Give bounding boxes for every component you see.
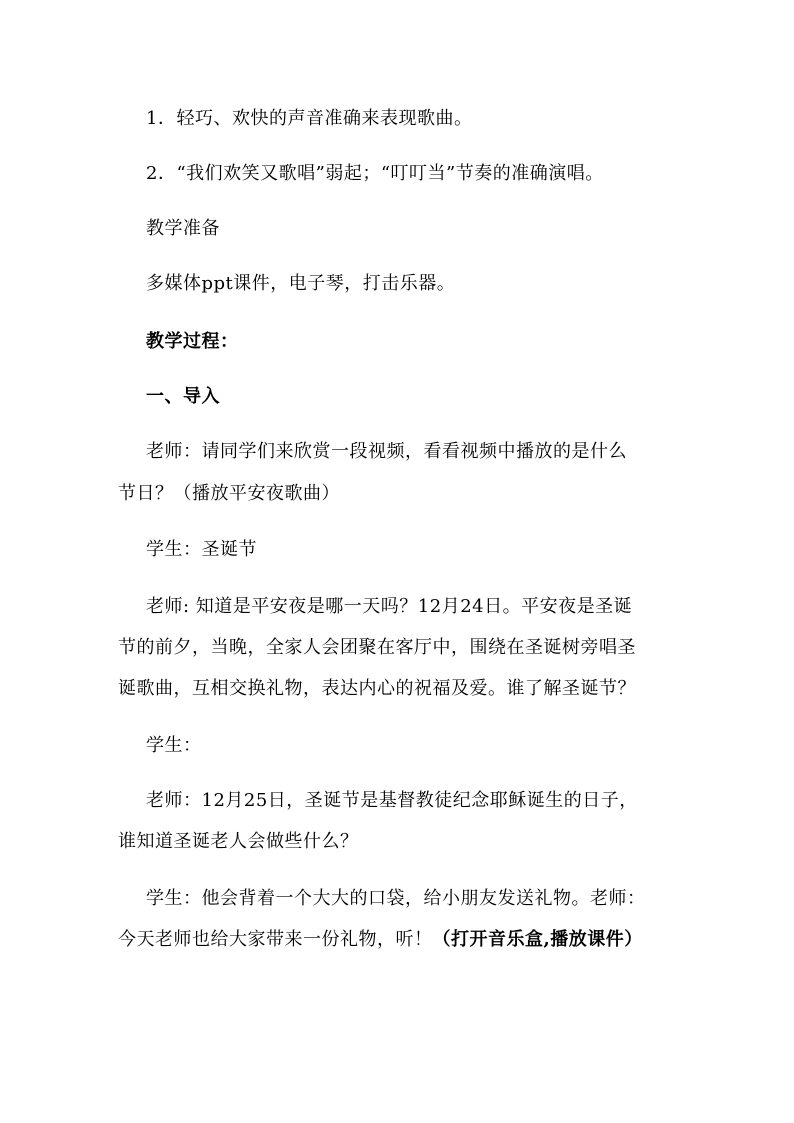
teacher-line-2c: 诞歌曲，互相交换礼物，表达内心的祝福及爱。谁了解圣诞节？: [118, 678, 636, 699]
teacher-line-3b: 谁知道圣诞老人会做些什么？: [118, 831, 359, 852]
student-line-1: 学生：圣诞节: [146, 539, 257, 560]
prep-heading: 教学准备: [146, 218, 220, 239]
student-line-2: 学生：: [146, 735, 202, 756]
teacher-line-1b: 节日？（播放平安夜歌曲）: [118, 483, 340, 504]
teaching-goal-1: 1．轻巧、欢快的声音准确来表现歌曲。: [146, 108, 473, 129]
teacher-line-2b: 节的前夕，当晚，全家人会团聚在客厅中，围绕在圣诞树旁唱圣: [118, 637, 636, 658]
teacher-line-3a: 老师：12月25日，圣诞节是基督教徒纪念耶稣诞生的日子，: [146, 790, 638, 811]
prep-text: 多媒体ppt课件，电子琴，打击乐器。: [146, 273, 456, 294]
section-1-heading: 一、导入: [146, 386, 220, 407]
stage-direction: （打开音乐盒,播放课件）: [432, 929, 643, 950]
process-heading: 教学过程：: [146, 331, 239, 352]
student-line-3a: 学生：他会背着一个大大的口袋，给小朋友发送礼物。老师：: [146, 888, 646, 909]
teaching-goal-2: 2．“我们欢笑又歌唱”弱起；“叮叮当”节奏的准确演唱。: [146, 163, 604, 184]
student-line-3b-text: 今天老师也给大家带来一份礼物，听！: [118, 929, 433, 950]
teacher-line-1a: 老师：请同学们来欣赏一段视频，看看视频中播放的是什么: [146, 441, 627, 462]
teacher-line-2a: 老师: 知道是平安夜是哪一天吗？12月24日。平安夜是圣诞: [146, 596, 633, 617]
student-line-3b: [118, 929, 643, 951]
